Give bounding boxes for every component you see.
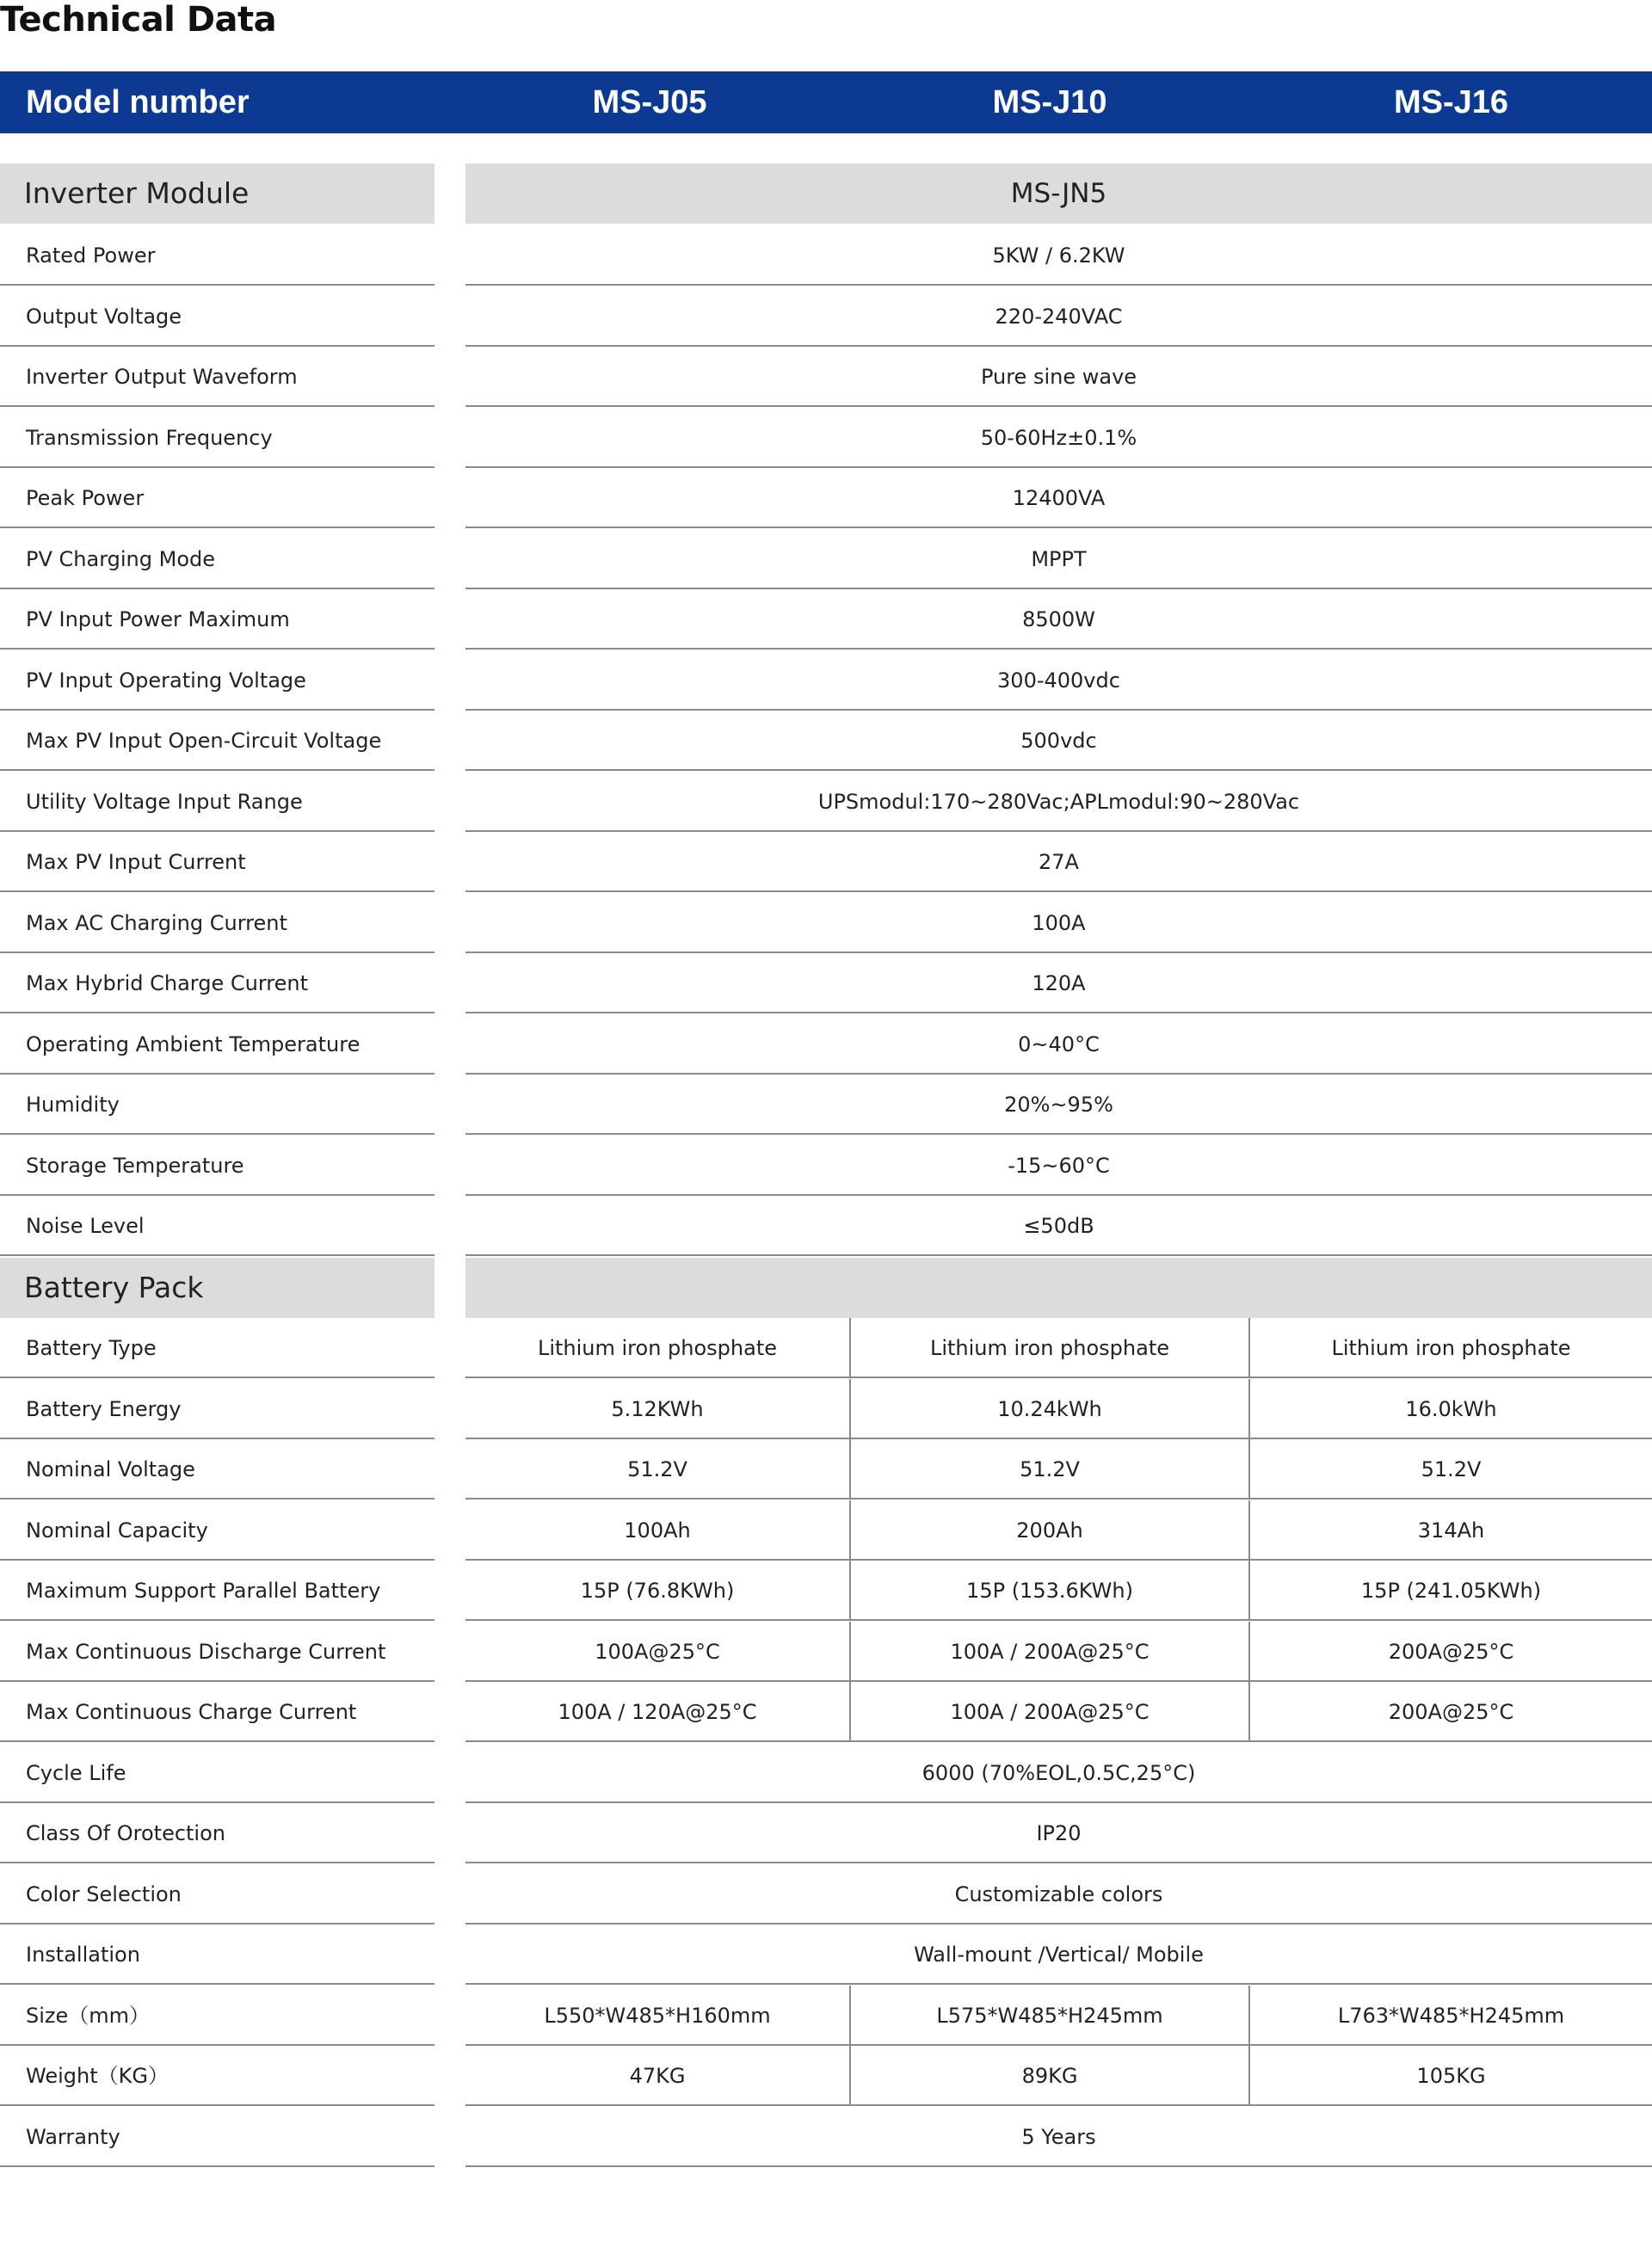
- inverter-section-value: MS-JN5: [465, 163, 1652, 224]
- spec-label-max-pv-input-current: Max PV Input Current: [0, 832, 435, 892]
- spec-value-max-continuous-discharge-current-2: 100A / 200A@25°C: [851, 1622, 1250, 1682]
- spec-value-storage-temperature: -15~60°C: [465, 1136, 1652, 1196]
- spec-label-pv-input-power-maximum: PV Input Power Maximum: [0, 589, 435, 650]
- spec-label-peak-power: Peak Power: [0, 468, 435, 528]
- spec-value-max-ac-charging-current: 100A: [465, 893, 1652, 953]
- spec-label-utility-voltage-input-range: Utility Voltage Input Range: [0, 772, 435, 832]
- spec-value-nominal-capacity-2: 200Ah: [851, 1500, 1250, 1561]
- spec-value-weight-kg-3: 105KG: [1250, 2046, 1652, 2106]
- spec-value-max-pv-input-current: 27A: [465, 832, 1652, 892]
- spec-value-pv-input-power-maximum: 8500W: [465, 589, 1652, 650]
- model-ms-j05: MS-J05: [592, 84, 707, 120]
- spec-label-humidity: Humidity: [0, 1075, 435, 1135]
- battery-section-label: Battery Pack: [0, 1258, 435, 1318]
- spec-label-rated-power: Rated Power: [0, 225, 435, 286]
- spec-value-cycle-life: 6000 (70%EOL,0.5C,25°C): [465, 1743, 1652, 1803]
- spec-value-max-continuous-discharge-current-3: 200A@25°C: [1250, 1622, 1652, 1682]
- spec-label-color-selection: Color Selection: [0, 1864, 435, 1925]
- spec-value-noise-level: ≤50dB: [465, 1196, 1652, 1256]
- spec-label-transmission-frequency: Transmission Frequency: [0, 408, 435, 468]
- model-number-label: Model number: [26, 84, 250, 120]
- spec-value-battery-type-1: Lithium iron phosphate: [465, 1318, 851, 1378]
- spec-value-pv-input-operating-voltage: 300-400vdc: [465, 650, 1652, 711]
- spec-value-max-continuous-charge-current-2: 100A / 200A@25°C: [851, 1682, 1250, 1742]
- spec-value-transmission-frequency: 50-60Hz±0.1%: [465, 408, 1652, 468]
- spec-label-max-continuous-charge-current: Max Continuous Charge Current: [0, 1682, 435, 1742]
- spec-value-warranty: 5 Years: [465, 2107, 1652, 2167]
- spec-label-cycle-life: Cycle Life: [0, 1743, 435, 1803]
- spec-label-max-hybrid-charge-current: Max Hybrid Charge Current: [0, 953, 435, 1013]
- spec-value-output-voltage: 220-240VAC: [465, 286, 1652, 347]
- spec-value-battery-energy-2: 10.24kWh: [851, 1379, 1250, 1439]
- inverter-section-label: Inverter Module: [0, 163, 435, 224]
- spec-label-size-mm: Size（mm）: [0, 1986, 435, 2046]
- spec-value-battery-type-2: Lithium iron phosphate: [851, 1318, 1250, 1378]
- spec-value-nominal-voltage-1: 51.2V: [465, 1439, 851, 1500]
- spec-value-color-selection: Customizable colors: [465, 1864, 1652, 1925]
- spec-value-battery-energy-3: 16.0kWh: [1250, 1379, 1652, 1439]
- spec-label-max-continuous-discharge-current: Max Continuous Discharge Current: [0, 1622, 435, 1682]
- spec-label-weight-kg: Weight（KG）: [0, 2046, 435, 2106]
- spec-label-maximum-support-parallel-battery: Maximum Support Parallel Battery: [0, 1561, 435, 1621]
- spec-label-noise-level: Noise Level: [0, 1196, 435, 1256]
- spec-value-nominal-voltage-2: 51.2V: [851, 1439, 1250, 1500]
- spec-value-weight-kg-1: 47KG: [465, 2046, 851, 2106]
- spec-value-maximum-support-parallel-battery-2: 15P (153.6KWh): [851, 1561, 1250, 1621]
- spec-value-inverter-output-waveform: Pure sine wave: [465, 347, 1652, 407]
- spec-label-nominal-capacity: Nominal Capacity: [0, 1500, 435, 1561]
- spec-label-battery-type: Battery Type: [0, 1318, 435, 1378]
- spec-value-humidity: 20%~95%: [465, 1075, 1652, 1135]
- spec-value-maximum-support-parallel-battery-1: 15P (76.8KWh): [465, 1561, 851, 1621]
- spec-value-operating-ambient-temperature: 0~40°C: [465, 1014, 1652, 1075]
- spec-value-rated-power: 5KW / 6.2KW: [465, 225, 1652, 286]
- spec-value-weight-kg-2: 89KG: [851, 2046, 1250, 2106]
- spec-value-max-continuous-charge-current-3: 200A@25°C: [1250, 1682, 1652, 1742]
- spec-label-warranty: Warranty: [0, 2107, 435, 2167]
- spec-value-maximum-support-parallel-battery-3: 15P (241.05KWh): [1250, 1561, 1652, 1621]
- spec-value-nominal-voltage-3: 51.2V: [1250, 1439, 1652, 1500]
- spec-label-installation: Installation: [0, 1925, 435, 1985]
- spec-value-size-mm-3: L763*W485*H245mm: [1250, 1986, 1652, 2046]
- spec-label-max-pv-input-open-circuit-voltage: Max PV Input Open-Circuit Voltage: [0, 711, 435, 771]
- spec-label-battery-energy: Battery Energy: [0, 1379, 435, 1439]
- spec-label-operating-ambient-temperature: Operating Ambient Temperature: [0, 1014, 435, 1075]
- spec-value-battery-type-3: Lithium iron phosphate: [1250, 1318, 1652, 1378]
- spec-label-pv-input-operating-voltage: PV Input Operating Voltage: [0, 650, 435, 711]
- spec-value-nominal-capacity-3: 314Ah: [1250, 1500, 1652, 1561]
- spec-label-inverter-output-waveform: Inverter Output Waveform: [0, 347, 435, 407]
- spec-value-max-continuous-discharge-current-1: 100A@25°C: [465, 1622, 851, 1682]
- spec-value-max-hybrid-charge-current: 120A: [465, 953, 1652, 1013]
- spec-value-size-mm-2: L575*W485*H245mm: [851, 1986, 1250, 2046]
- spec-value-max-continuous-charge-current-1: 100A / 120A@25°C: [465, 1682, 851, 1742]
- spec-value-peak-power: 12400VA: [465, 468, 1652, 528]
- spec-label-storage-temperature: Storage Temperature: [0, 1136, 435, 1196]
- spec-label-max-ac-charging-current: Max AC Charging Current: [0, 893, 435, 953]
- battery-section-value: [465, 1258, 1652, 1318]
- spec-label-class-of-orotection: Class Of Orotection: [0, 1803, 435, 1863]
- page-title: Technical Data: [0, 0, 277, 40]
- model-ms-j10: MS-J10: [992, 84, 1107, 120]
- model-ms-j16: MS-J16: [1393, 84, 1509, 120]
- spec-label-output-voltage: Output Voltage: [0, 286, 435, 347]
- model-header-bar: [0, 71, 1652, 133]
- spec-value-max-pv-input-open-circuit-voltage: 500vdc: [465, 711, 1652, 771]
- spec-label-pv-charging-mode: PV Charging Mode: [0, 529, 435, 589]
- spec-value-battery-energy-1: 5.12KWh: [465, 1379, 851, 1439]
- spec-value-nominal-capacity-1: 100Ah: [465, 1500, 851, 1561]
- spec-value-size-mm-1: L550*W485*H160mm: [465, 1986, 851, 2046]
- spec-value-pv-charging-mode: MPPT: [465, 529, 1652, 589]
- spec-value-utility-voltage-input-range: UPSmodul:170~280Vac;APLmodul:90~280Vac: [465, 772, 1652, 832]
- spec-label-nominal-voltage: Nominal Voltage: [0, 1439, 435, 1500]
- spec-value-class-of-orotection: IP20: [465, 1803, 1652, 1863]
- spec-value-installation: Wall-mount /Vertical/ Mobile: [465, 1925, 1652, 1985]
